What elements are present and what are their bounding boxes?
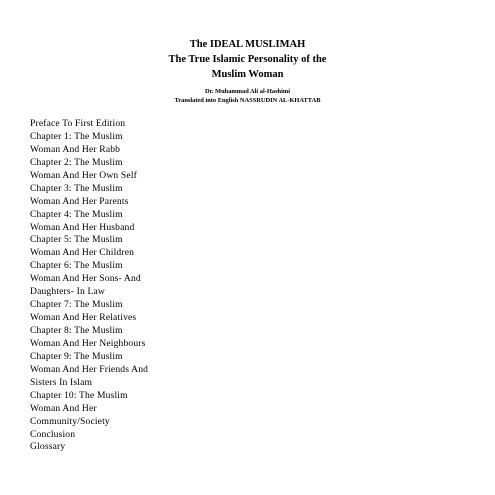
toc-chapter-4-line-1[interactable]: Chapter 4: The Muslim [30, 208, 123, 220]
toc-chapter-6-line-3[interactable]: Daughters- In Law [30, 286, 106, 298]
toc-chapter-1-line-2[interactable]: Woman And Her Rabb [30, 143, 121, 155]
toc-chapter-8-line-2[interactable]: Woman And Her Neighbours [30, 337, 146, 349]
toc-chapter-10-line-1[interactable]: Chapter 10: The Muslim [30, 389, 128, 401]
toc-chapter-9-line-2[interactable]: Woman And Her Friends And [30, 363, 149, 375]
author-name: Dr. Muhammad Ali al-Hashimi [205, 88, 290, 95]
toc-chapter-9-line-1[interactable]: Chapter 9: The Muslim [30, 350, 123, 362]
toc-chapter-3-line-1[interactable]: Chapter 3: The Muslim [30, 182, 123, 194]
toc-chapter-7-line-1[interactable]: Chapter 7: The Muslim [30, 299, 123, 311]
toc-chapter-10-line-2[interactable]: Woman And Her [30, 402, 97, 414]
toc-chapter-8-line-1[interactable]: Chapter 8: The Muslim [30, 325, 123, 336]
toc-chapter-2-line-2[interactable]: Woman And Her Own Self [30, 169, 137, 181]
toc-chapter-6-line-1[interactable]: Chapter 6: The Muslim [30, 260, 123, 272]
toc-glossary[interactable]: Glossary [30, 441, 66, 453]
toc-chapter-2-line-1[interactable]: Chapter 2: The Muslim [30, 156, 123, 168]
book-subtitle-line-1: The True Islamic Personality of the [168, 54, 327, 65]
toc-chapter-3-line-2[interactable]: Woman And Her Parents [30, 195, 129, 207]
title-block [0, 37, 495, 82]
toc-conclusion[interactable]: Conclusion [30, 428, 76, 440]
toc-chapter-1-line-1[interactable]: Chapter 1: The Muslim [30, 130, 123, 142]
translator-credit: Translated into English NASSRUDIN AL-KHATTAB [174, 97, 321, 104]
book-subtitle-line-2: Muslim Woman [211, 69, 284, 80]
toc-chapter-6-line-2[interactable]: Woman And Her Sons- And [30, 273, 141, 285]
toc-chapter-9-line-3[interactable]: Sisters In Islam [30, 376, 93, 388]
toc-chapter-5-line-2[interactable]: Woman And Her Children [30, 247, 135, 259]
toc-chapter-7-line-2[interactable]: Woman And Her Relatives [30, 312, 137, 324]
author-block [0, 87, 495, 105]
toc-chapter-4-line-2[interactable]: Woman And Her Husband [30, 221, 135, 233]
toc-chapter-5-line-1[interactable]: Chapter 5: The Muslim [30, 234, 123, 246]
toc-chapter-10-line-3[interactable]: Community/Society [30, 415, 110, 427]
table-of-contents [30, 118, 230, 454]
book-title: The IDEAL MUSLIMAH [189, 39, 306, 50]
toc-preface[interactable]: Preface To First Edition [30, 118, 126, 129]
